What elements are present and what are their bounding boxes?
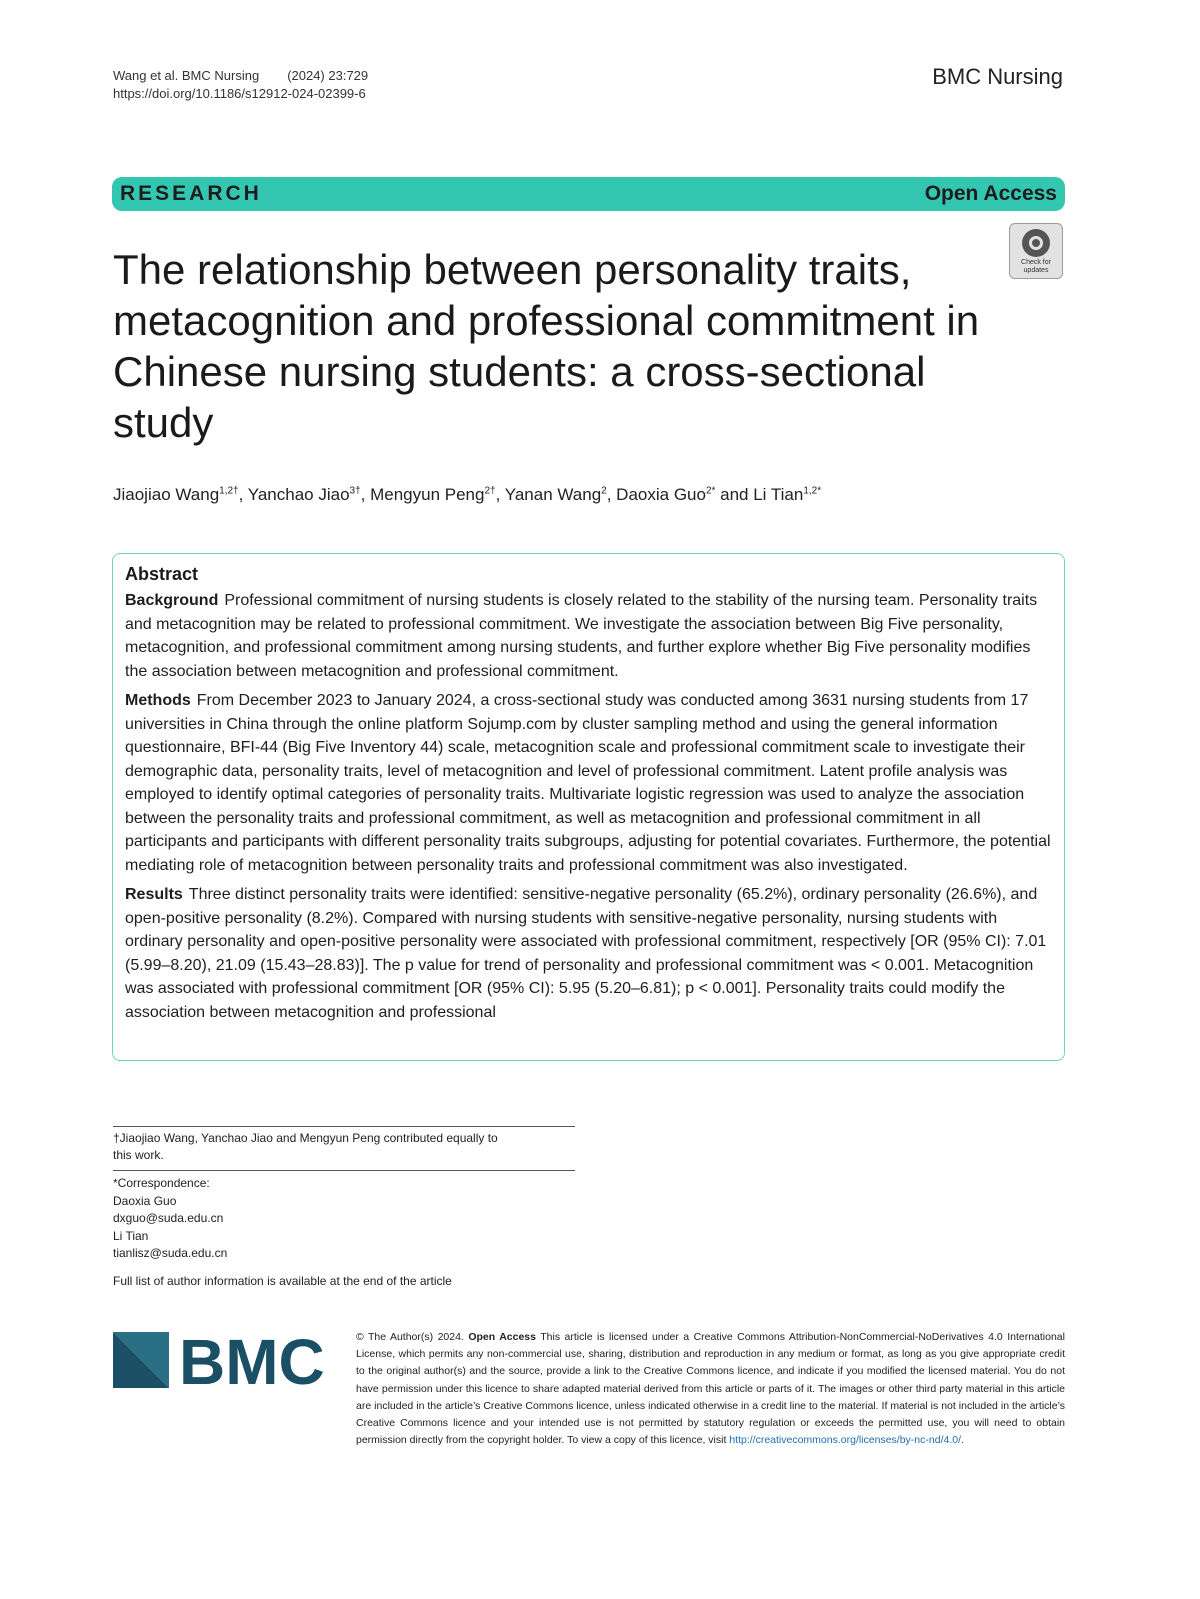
abstract-heading: Abstract: [125, 564, 199, 584]
abstract-methods: Methods From December 2023 to January 2024, a cross-sectional study was conducted among 3631 nursing students from 17 universities in China through the online platform Sojump.com by cluster sampling method and using the general information questionnaire, BFI-44 (Big Five Inventory 44) scale, metacognition scale and professional commitment scale to investigate their demographic data, personality traits, level of metacognition and level of professional commitment. Latent profile analysis was employed to identify optimal categories of personality traits. Multivariate logistic regression was used to analyze the association between the personality traits and professional commitment, as well as metacognition and professional commitment in all participants and participants with different personality traits subgroups, adjusting for potential covariates. Furthermore, the potential mediating role of metacognition between personality traits and professional commitment was also investigated.: [125, 692, 1051, 874]
license-open-access: Open Access: [468, 1331, 536, 1343]
article-type-label: RESEARCH: [120, 182, 262, 205]
doi-link[interactable]: https://doi.org/10.1186/s12912-024-02399-6: [113, 86, 366, 101]
correspondence-block: [113, 1175, 227, 1263]
author[interactable]: Li Tian$^{1,2*}$: [753, 485, 822, 504]
check-updates-label: Check for updates: [1021, 259, 1051, 274]
corresponding-author: Daoxia Guo: [113, 1193, 177, 1208]
open-access-label: Open Access: [924, 182, 1057, 205]
author[interactable]: Yanchao Jiao$^{3\dagger}$: [247, 485, 361, 504]
abstract-box: [112, 553, 1065, 1061]
check-updates-icon: [1022, 229, 1050, 257]
bmc-logo: [113, 1330, 329, 1390]
author-list: Jiaojiao Wang$^{1,2\dagger}$, Yanchao Jiao$^{3\dagger}$, Mengyun Peng$^{2\dagger}$, Yanan Wang$^2$, Daoxia Guo$^{2*}$ and Li Tian$^{1,2*}$: [113, 485, 822, 504]
author[interactable]: Daoxia Guo$^{2*}$: [616, 485, 716, 504]
year-volume: (2024) 23:729: [287, 68, 369, 83]
article-title: The relationship between personality traits, metacognition and professional commitment in Chinese nursing students: a cross-sectional study: [113, 246, 980, 446]
logo-text: BMC: [179, 1330, 325, 1390]
abstract-background: Background Professional commitment of nursing students is closely related to the stability of the nursing team. Personality traits and metacognition may be related to professional commitment. We investigate the association between Big Five personality, metacognition, and professional commitment among nursing students, and further explore whether Big Five personality modifies the association between metacognition and professional commitment.: [125, 592, 1038, 680]
correspondence-label: *Correspondence:: [113, 1176, 210, 1190]
license-text: © The Author(s) 2024. Open Access This article is licensed under a Creative Commons Attribution-NonCommercial-NoDerivatives 4.0 International License, which permits any non-commercial use, sharing, distribution and reproduction in any medium or format, as long as you give appropriate credit to the original author(s) and the source, provide a link to the Creative Commons licence, and indicate if you modified the licensed material. You do not have permission under this licence to share adapted material derived from this article or parts of it. The images or other third party material in this article are included in the article’s Creative Commons licence, unless indicated otherwise in a credit line to the material. If material is not included in the article’s Creative Commons licence and your intended use is not permitted by statutory regulation or exceeds the permitted use, you will need to obtain permission directly from the copyright holder. To view a copy of this licence, visit http://creativecommons.org/licenses/by-nc-nd/4.0/.: [356, 1331, 1065, 1447]
correspondence-divider: [113, 1170, 575, 1171]
results-label: Results: [125, 886, 183, 903]
author[interactable]: Mengyun Peng$^{2\dagger}$: [370, 485, 496, 504]
footnote-divider: [113, 1126, 575, 1127]
equal-contribution-note: †Jiaojiao Wang, Yanchao Jiao and Mengyun Peng contributed equally to this work.: [113, 1131, 498, 1162]
methods-label: Methods: [125, 692, 191, 709]
check-for-updates-button[interactable]: [1009, 223, 1063, 279]
corresponding-email[interactable]: tianlisz@suda.edu.cn: [113, 1246, 228, 1261]
background-label: Background: [125, 592, 219, 609]
article-type-band: [112, 177, 1065, 211]
license-link[interactable]: http://creativecommons.org/licenses/by-nc-nd/4.0/.: [729, 1434, 964, 1447]
corresponding-email[interactable]: dxguo@suda.edu.cn: [113, 1211, 224, 1226]
journal-name: BMC Nursing: [932, 64, 1063, 89]
abstract-results: Results Three distinct personality traits were identified: sensitive-negative personality (65.2%), ordinary personality (26.6%), and open-positive personality (8.2%). Compared with nursing students with sensitive-negative personality, nursing students with ordinary personality and open-positive personality were associated with professional commitment, respectively [OR (95% CI): 7.01 (5.99–8.20), 21.09 (15.43–28.83)]. The p value for trend of personality and professional commitment was < 0.001. Metacognition was associated with professional commitment [OR (95% CI): 5.95 (5.20–6.81); p < 0.001]. Personality traits could modify the association between metacognition and professional: [125, 886, 1047, 1021]
author-info-note: Full list of author information is available at the end of the article: [113, 1274, 452, 1288]
corresponding-author: Li Tian: [113, 1228, 149, 1243]
author[interactable]: Yanan Wang$^2$: [504, 485, 607, 504]
citation-text: Wang et al. BMC Nursing: [113, 68, 260, 83]
citation-line: [113, 66, 368, 86]
author[interactable]: Jiaojiao Wang$^{1,2\dagger}$: [113, 485, 239, 504]
